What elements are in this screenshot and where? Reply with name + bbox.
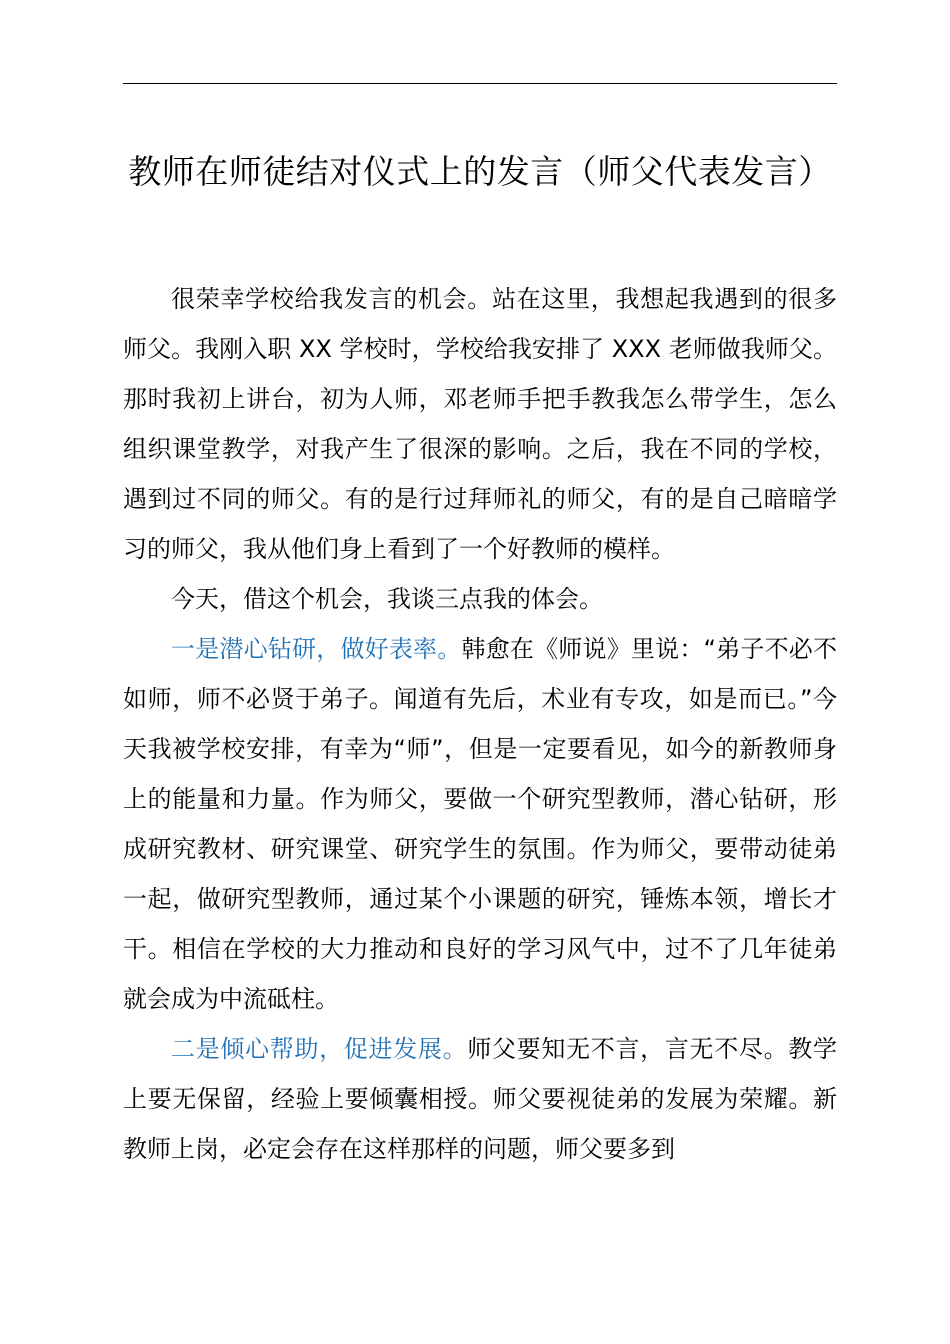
paragraph-point-two	[123, 1024, 837, 1174]
paragraph-intro	[123, 274, 837, 574]
paragraph-text: 今天，借这个机会，我谈三点我的体会。	[171, 585, 603, 613]
document-title: 教师在师徒结对仪式上的发言（师父代表发言）	[128, 152, 832, 191]
paragraph-text: 很荣幸学校给我发言的机会。站在这里，我想起我遇到的很多师父。我刚入职 XX 学校时，学校给我安排了 XXX 老师做我师父。那时我初上讲台，初为人师，邓老师手把手教我怎么带学生，怎么组织课堂教学，对我产生了很深的影响。之后，我在不同的学校，遇到过不同的师父。有的是行过拜师礼的师父，有的是自己暗暗学习的师父，我从他们身上看到了一个好教师的模样。	[123, 285, 837, 563]
paragraph-point-one	[123, 624, 837, 1024]
paragraph-text: 师父要知无不言，言无不尽。教学上要无保留，经验上要倾囊相授。师父要视徒弟的发展为荣耀。新教师上岗，必定会存在这样那样的问题，师父要多到	[123, 1035, 838, 1163]
paragraph-text: 韩愈在《师说》里说：“弟子不必不如师，师不必贤于弟子。闻道有先后，术业有专攻，如是而已。”今天我被学校安排，有幸为“师”，但是一定要看见，如今的新教师身上的能量和力量。作为师父，要做一个研究型教师，潜心钻研，形成研究教材、研究课堂、研究学生的氛围。作为师父，要带动徒弟一起，做研究型教师，通过某个小课题的研究，锤炼本领，增长才干。相信在学校的大力推动和良好的学习风气中，过不了几年徒弟就会成为中流砥柱。	[123, 635, 838, 1013]
point-two-heading: 二是倾心帮助，促进发展。	[171, 1035, 468, 1063]
document-body	[123, 274, 837, 1174]
header-rule	[123, 83, 837, 84]
paragraph-overview	[123, 574, 837, 624]
point-one-heading: 一是潜心钻研，做好表率。	[171, 635, 462, 663]
